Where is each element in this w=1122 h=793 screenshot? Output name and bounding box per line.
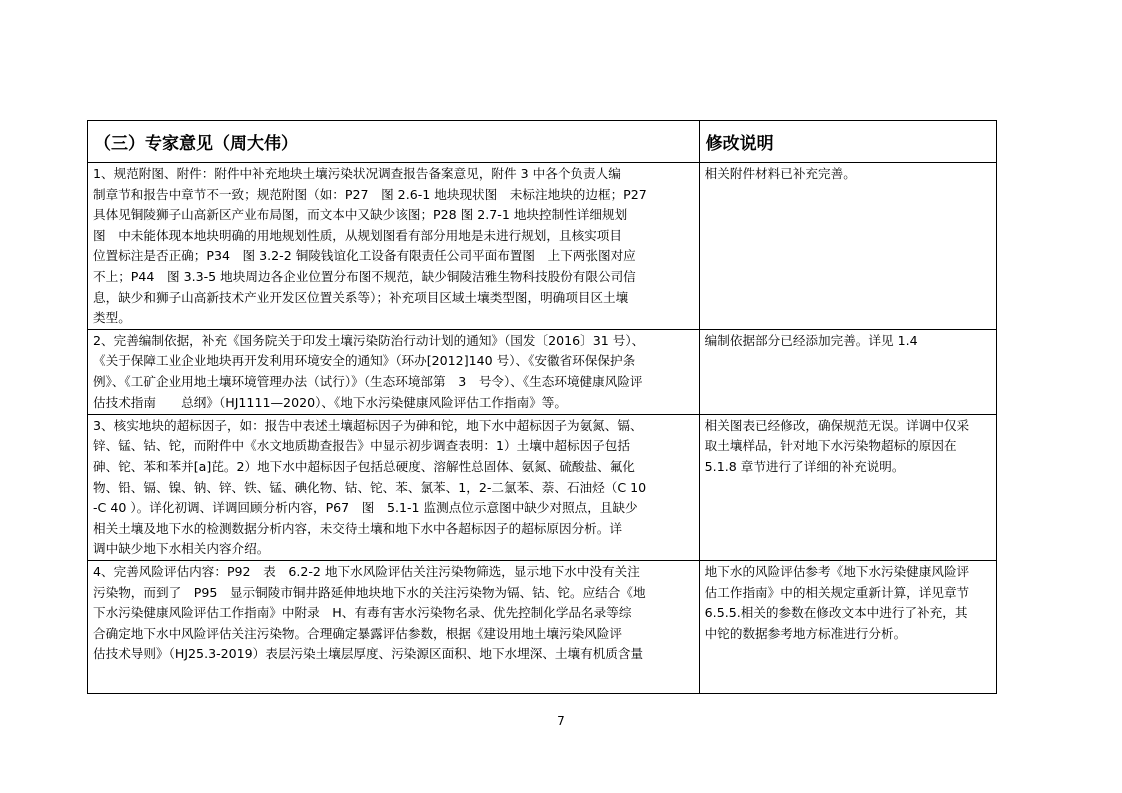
comment-line: 4、完善风险评估内容：P92 表 6.2-2 地下水风险评估关注污染物筛选，显示地下水中没有关注 [93, 563, 640, 579]
table-row [88, 329, 997, 414]
expert-review-table [87, 120, 997, 694]
comment-line: -C 40 ）。详化初调、详调回顾分析内容，P67 图 5.1-1 监测点位示意图中缺少对照点，且缺少 [93, 500, 638, 516]
comment-line: 下水污染健康风险评估工作指南》中附录 H、有毒有害水污染物名录、优先控制化学品名录等综 [93, 605, 632, 621]
response-line: 编制依据部分已经添加完善。详见 1.4 [704, 332, 918, 348]
comment-line: 合确定地下水中风险评估关注污染物。合理确定暴露评估参数，根据《建设用地土壤污染风险评 [93, 625, 622, 641]
expert-comment-cell [88, 329, 700, 414]
revision-note-cell [699, 329, 996, 414]
comment-line: 不上；P44 图 3.3-5 地块周边各企业位置分布图不规范，缺少铜陵洁雅生物科技股份有限公司信 [93, 268, 636, 284]
response-line: 估工作指南》中的相关规定重新计算，详见章节 [704, 584, 970, 600]
revision-note-cell [699, 414, 996, 560]
revision-note-cell [699, 163, 996, 330]
comment-line: 1、规范附图、附件：附件中补充地块土壤污染状况调查报告备案意见，附件 3 中各个负责人编 [93, 166, 621, 181]
comment-line: 锌、锰、钴、铊，而附件中《水文地质勘查报告》中显示初步调查表明：1）土壤中超标因子包括 [93, 438, 630, 454]
response-line: 地下水的风险评估参考《地下水污染健康风险评 [704, 563, 970, 579]
comment-line: 污染物，而到了 P95 显示铜陵市铜井路延伸地块地下水的关注污染物为镉、钴、铊。应结合《地 [93, 584, 646, 600]
response-line: 取土壤样品，针对地下水污染物超标的原因在 [704, 438, 957, 454]
comment-line: 物、铅、镉、镍、钠、锌、铁、锰、碘化物、钴、铊、苯、氯苯、1，2-二氯苯、萘、石油烃（C 10 [93, 479, 647, 495]
comment-line: 图 中未能体现本地块明确的用地规划性质，从规划图看有部分用地是未进行规划，且核实项目 [93, 227, 622, 243]
comment-line: 制章节和报告中章节不一致；规范附图（如：P27 图 2.6-1 地块现状图 未标注地块的边框；P27 [93, 186, 647, 202]
comment-line: 例》、《工矿企业用地土壤环境管理办法（试行）》（生态环境部第 3 号令）、《生态环境健康风险评 [93, 373, 643, 389]
expert-comment-cell [88, 163, 700, 330]
table-row [88, 414, 997, 560]
comment-line: 息，缺少和狮子山高新技术产业开发区位置关系等）；补充项目区域土壤类型图，明确项目区土壤 [93, 289, 629, 305]
table-row [88, 560, 997, 693]
table-header-row [88, 121, 997, 163]
comment-line: 调中缺少地下水相关内容介绍。 [93, 541, 270, 557]
comment-line: 类型。 [93, 310, 131, 326]
response-line: 6.5.5.相关的参数在修改文本中进行了补充，其 [704, 605, 968, 621]
expert-comment-cell [88, 560, 700, 693]
table-row [88, 163, 997, 330]
revision-note-cell [699, 560, 996, 693]
response-line: 相关图表已经修改，确保规范无误。详调中仅采 [704, 417, 970, 433]
comment-line: 《关于保障工业企业地块再开发利用环境安全的通知》（环办[2012]140 号）、《安徽省环保保护条 [93, 353, 636, 369]
response-line: 5.1.8 章节进行了详细的补充说明。 [704, 458, 905, 474]
revision-note-heading: 修改说明 [699, 121, 996, 163]
response-line: 中铊的数据参考地方标准进行分析。 [704, 625, 907, 641]
comment-line: 3、核实地块的超标因子，如：报告中表述土壤超标因子为砷和铊，地下水中超标因子为氨氮、镉、 [93, 417, 643, 433]
comment-line: 位置标注是否正确；P34 图 3.2-2 铜陵钱谊化工设备有限责任公司平面布置图 上下两张图对应 [93, 248, 636, 264]
expert-opinion-heading: （三）专家意见（周大伟） [88, 121, 700, 163]
comment-line: 2、完善编制依据，补充《国务院关于印发土壤污染防治行动计划的通知》（国发〔2016〕31 号）、 [93, 332, 645, 348]
comment-line: 砷、铊、苯和苯并[a]芘。2）地下水中超标因子包括总硬度、溶解性总固体、氨氮、硫酸盐、氟化 [93, 458, 635, 474]
comment-line: 相关土壤及地下水的检测数据分析内容，未交待土壤和地下水中各超标因子的超标原因分析。详 [93, 520, 622, 536]
expert-comment-cell [88, 414, 700, 560]
comment-line: 估技术导则》（HJ25.3-2019）表层污染土壤层厚度、污染源区面积、地下水埋深、土壤有机质含量 [93, 646, 644, 662]
comment-line: 具体见铜陵狮子山高新区产业布局图，而文本中又缺少该图；P28 图 2.7-1 地块控制性详细规划 [93, 207, 628, 223]
page-number: 7 [557, 714, 565, 728]
response-line: 相关附件材料已补充完善。 [704, 166, 856, 181]
comment-line: 估技术指南 总纲》（HJ1111—2020）、《地下水污染健康风险评估工作指南》等。 [93, 394, 567, 410]
